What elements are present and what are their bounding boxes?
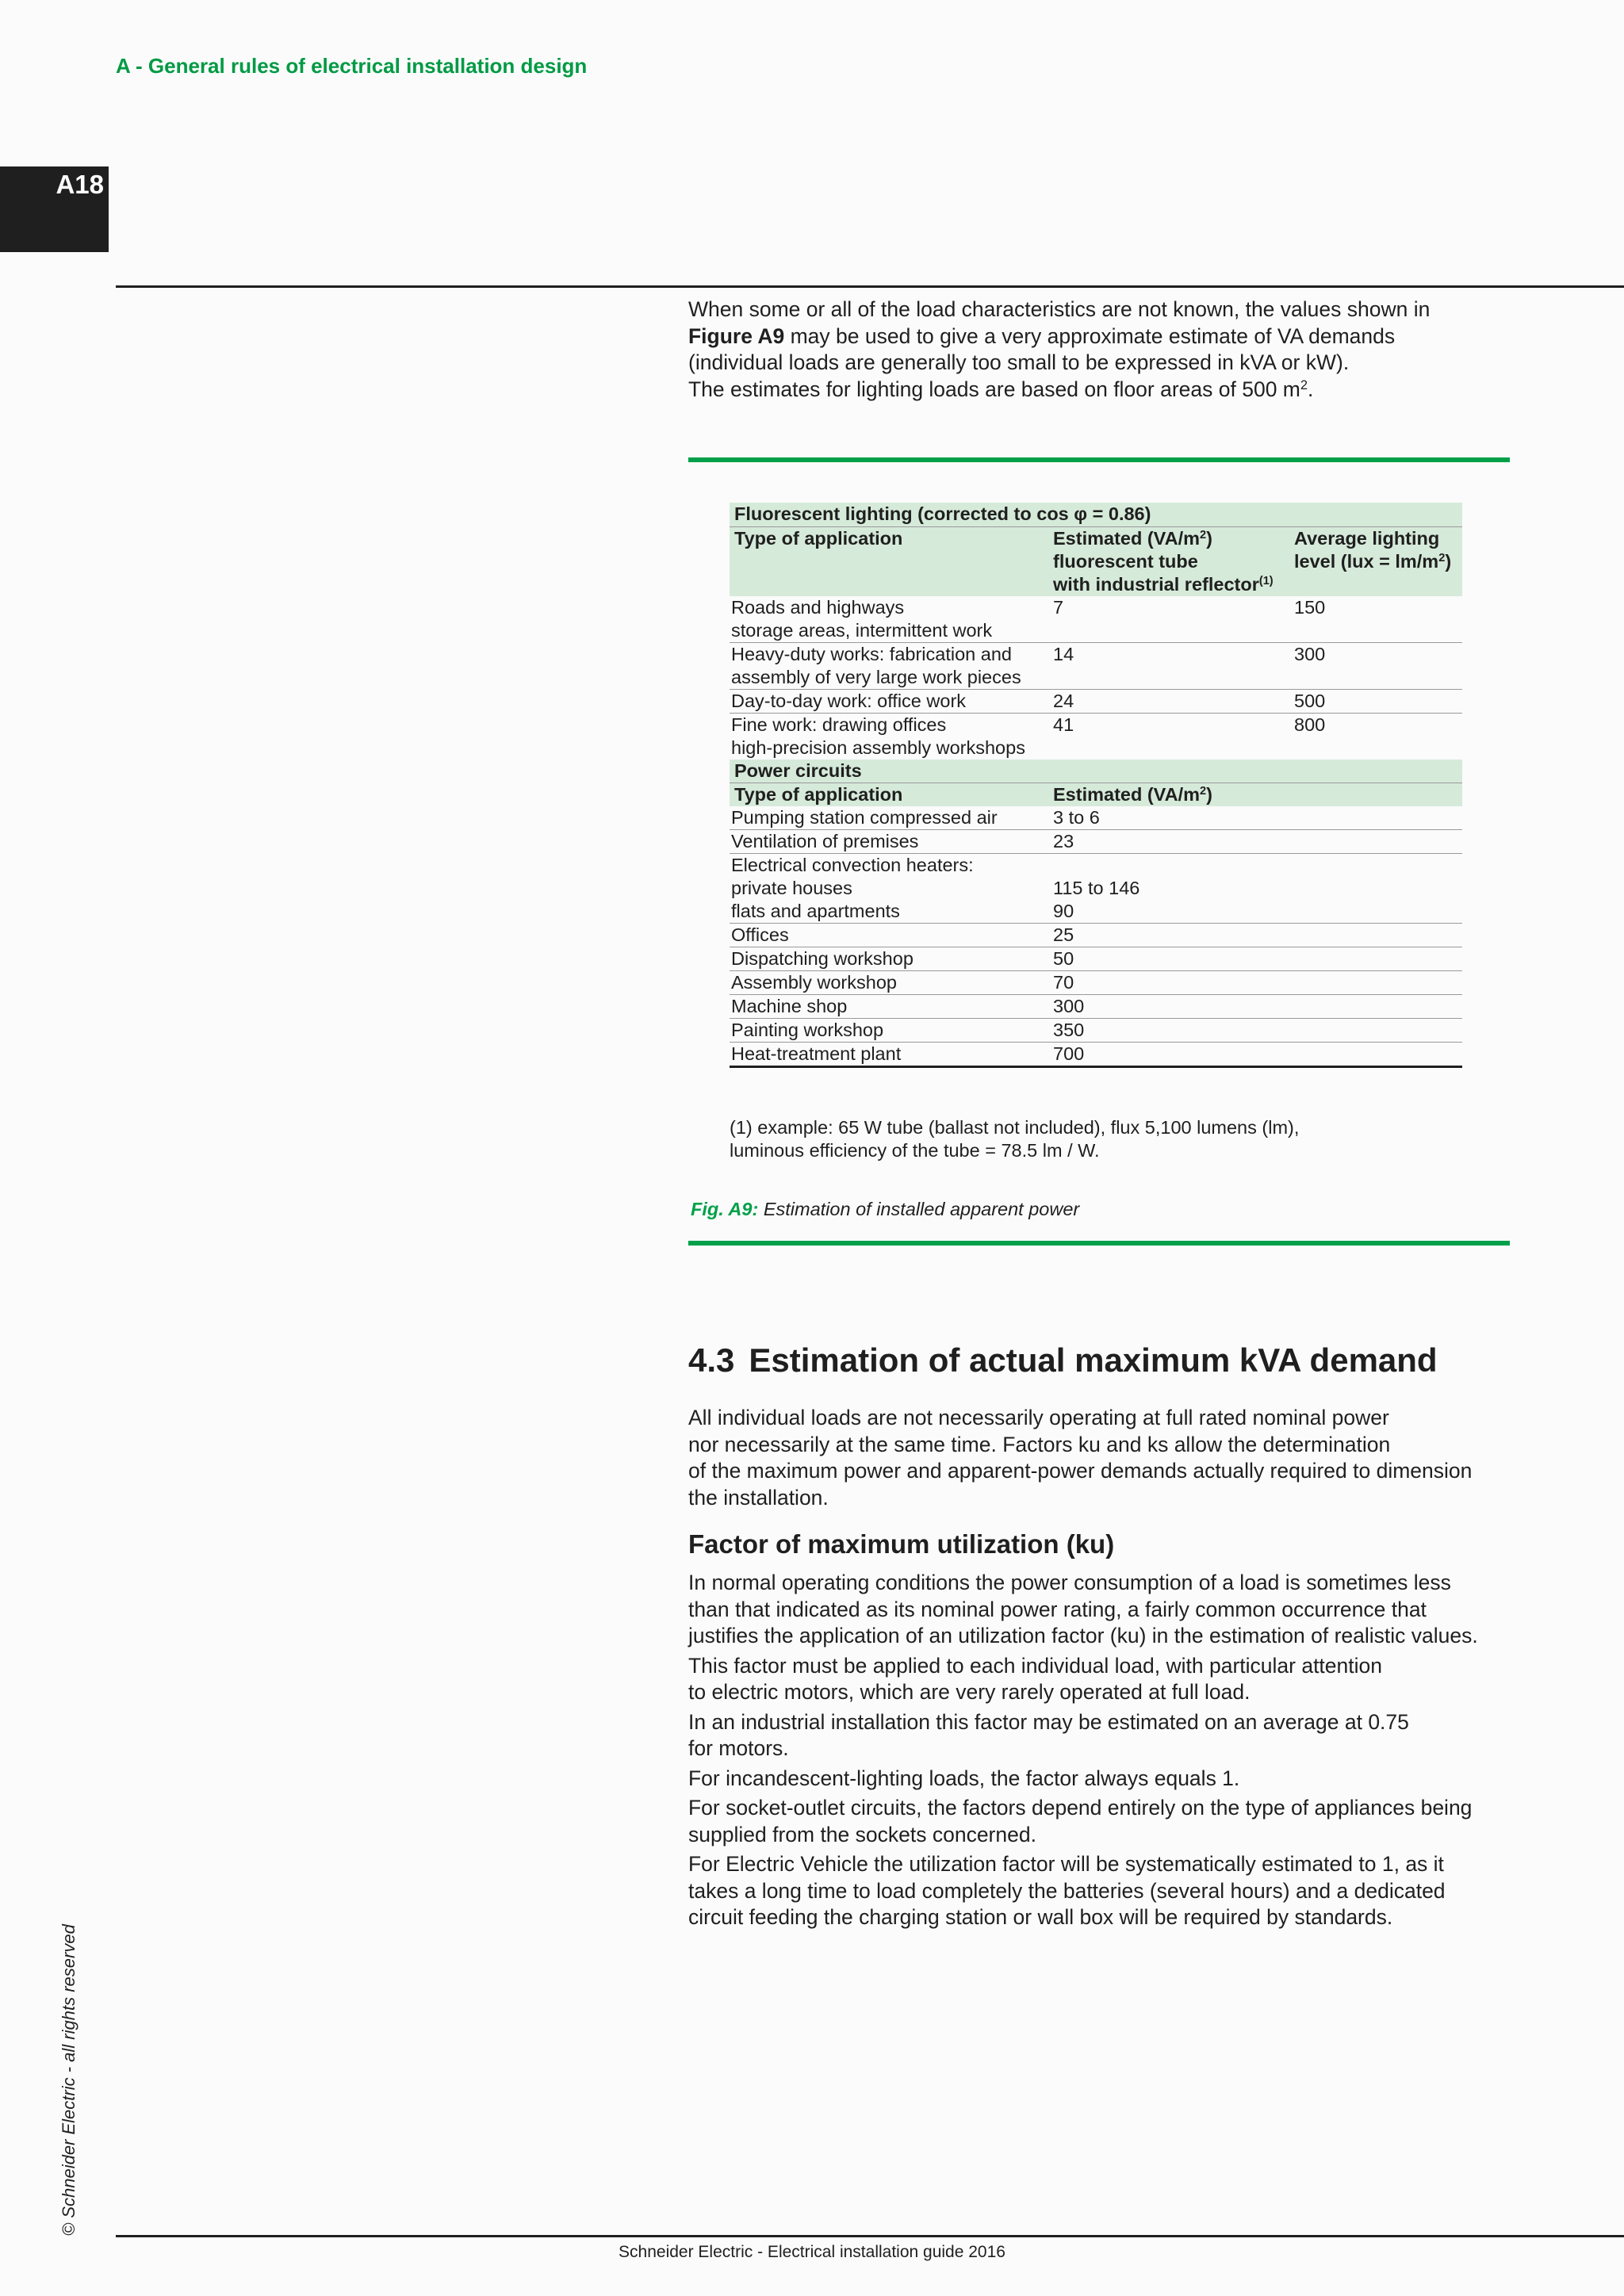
footer-divider	[116, 2235, 1624, 2237]
table-row: Day-to-day work: office work 24 500	[730, 690, 1462, 714]
section-body: All individual loads are not necessarily operating at full rated nominal power nor necessarily at the same time. Factors ku and ks allow the determination of the maximum power and apparent-power demands actually required to dimension the installation.	[688, 1406, 1473, 1510]
figure-reference: Figure A9	[688, 323, 785, 348]
intro-paragraph: When some or all of the load characteristics are not known, the values shown in Figure A9 may be used to give a very approximate estimate of VA demands (individual loads are generally too small to be expressed in kVA or kW). The estimates for lighting loads are based on floor areas of 500 $m^2$.	[688, 297, 1431, 401]
subsection-body: In normal operating conditions the power consumption of a load is sometimes less than that indicated as its nominal power rating, a fairly common occurrence that justifies the application of an utilization factor (ku) in the estimation of realistic values. This factor must be applied to each individual load, with particular attention to electric motors, which are very rarely operated at full load. In an industrial installation this factor may be estimated on an average at 0.75 for motors. For incandescent-lighting loads, the factor always equals 1. For socket-outlet circuits, the factors depend entirely on the type of appliances being supplied from the sockets concerned. For Electric Vehicle the utilization factor will be systematically estimated to 1, as it takes a long time to load completely the batteries (several hours) and a dedicated circuit feeding the charging station or wall box will be required by standards.	[688, 1571, 1478, 1929]
table-row: Offices 25	[730, 924, 1462, 947]
copyright-notice: © Schneider Electric - all rights reserved	[59, 1924, 79, 2236]
subsection-heading: Factor of maximum utilization (ku)	[688, 1529, 1115, 1559]
intro-line: (individual loads are generally too small to be expressed in kVA or kW).	[688, 350, 1350, 374]
table-row: Painting workshop 350	[730, 1019, 1462, 1043]
table-section-header: Fluorescent lighting (corrected to cos φ = 0.86)	[730, 503, 1462, 526]
table-row: Assembly workshop 70	[730, 971, 1462, 995]
page-number-tab: A18	[0, 166, 109, 252]
table-row: Machine shop 300	[730, 995, 1462, 1019]
table-row: Heavy-duty works: fabrication and assembly of very large work pieces 14 300	[730, 643, 1462, 690]
estimation-table	[730, 503, 1462, 1068]
table-header-row: Type of application Estimated $(VA/m^2)$ fluorescent tube with industrial reflector$^{(1)}$ Average lighting level $(lux = lm/m^2)$	[730, 526, 1462, 596]
table-row: Pumping station compressed air 3 to 6	[730, 806, 1462, 830]
header-divider	[116, 285, 1624, 288]
table-row: Roads and highways storage areas, intermittent work 7 150	[730, 596, 1462, 643]
figure-label: Fig. A9:	[691, 1199, 759, 1219]
table-header-row: Type of application Estimated $(VA/m^2)$	[730, 783, 1462, 806]
intro-line: The estimates for lighting loads are based on floor areas of 500 m	[688, 377, 1300, 401]
figure-caption: Fig. A9: Estimation of installed apparent power	[691, 1199, 1080, 1219]
table-footnote: (1) example: 65 W tube (ballast not included), flux 5,100 lumens (lm), luminous efficiency of the tube = 78.5 lm / W.	[730, 1117, 1300, 1161]
figure-top-bar	[688, 457, 1510, 462]
table-row: Fine work: drawing offices high-precision assembly workshops 41 800	[731, 714, 1326, 758]
table-row: Dispatching workshop 50	[730, 947, 1462, 971]
section-heading: 4.3 Estimation of actual maximum kVA demand	[688, 1341, 1438, 1379]
figure-bottom-bar	[688, 1241, 1510, 1246]
table-row: Ventilation of premises 23	[730, 830, 1462, 854]
table-row: Electrical convection heaters: private houses flats and apartments 115 to 146 90	[730, 854, 1462, 924]
chapter-title: A - General rules of electrical installation design	[116, 54, 588, 78]
table-row: Heat-treatment plant 700	[730, 1043, 1462, 1068]
footer-text: Schneider Electric - Electrical installation guide 2016	[619, 2243, 1005, 2261]
intro-line: may be used to give a very approximate estimate of VA demands	[784, 323, 1396, 348]
table-section-header: Power circuits	[730, 760, 1462, 783]
intro-line: When some or all of the load characteristics are not known, the values shown in	[688, 297, 1431, 321]
